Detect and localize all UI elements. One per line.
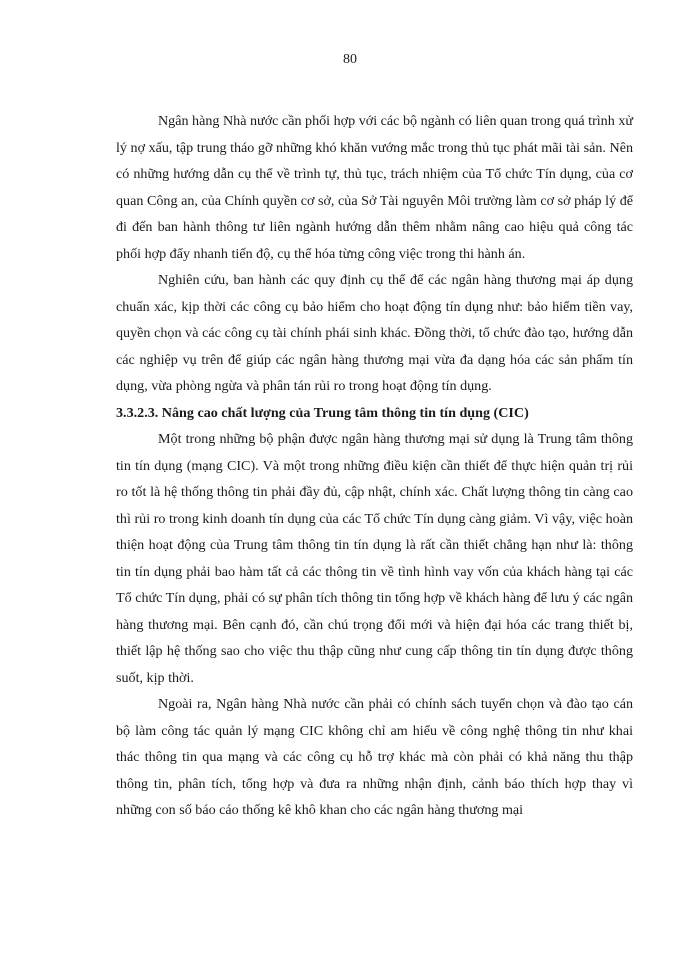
page-number: 80	[343, 52, 357, 67]
paragraph-cic-quality: Một trong những bộ phận được ngân hàng thương mại sử dụng là Trung tâm thông tin tín dụng (mạng CIC). Và một trong những điều kiện cần thiết để thực hiện quản trị rủi ro tốt là hệ thống thông tin phải đầy đủ, cập nhật, chính xác. Chất lượng thông tin càng cao thì rủi ro trong kinh doanh tín dụng của các Tổ chức Tín dụng càng giảm. Vì vậy, việc hoàn thiện hoạt động của Trung tâm thông tin tín dụng là rất cần thiết chẳng hạn như là: thông tin tín dụng phải bao hàm tất cả các thông tin về tình hình vay vốn của khách hàng tại các Tổ chức Tín dụng, phải có sự phân tích thông tin tổng hợp về khách hàng để lưu ý các ngân hàng thương mại. Bên cạnh đó, cần chú trọng đổi mới và hiện đại hóa các trang thiết bị, thiết lập hệ thống sao cho việc thu thập cũng như cung cấp thông tin tín dụng được thông suốt, kịp thời.	[116, 431, 633, 686]
paragraph-state-bank-coordination: Ngân hàng Nhà nước cần phối hợp với các bộ ngành có liên quan trong quá trình xử lý nợ xấu, tập trung tháo gỡ những khó khăn vướng mắc trong thủ tục phát mãi tài sản. Nên có những hướng dẫn cụ thể về trình tự, thủ tục, trách nhiệm của Tổ chức Tín dụng, của cơ quan Công an, của Chính quyền cơ sở, của Sở Tài nguyên Môi trường làm cơ sở pháp lý để đi đến ban hành thông tư liên ngành hướng dẫn thêm nhằm nâng cao hiệu quả công tác phối hợp đẩy nhanh tiến độ, cụ thể hóa từng công việc trong thi hành án.	[116, 113, 633, 262]
document-body	[116, 108, 633, 824]
paragraph-insurance-tools: Nghiên cứu, ban hành các quy định cụ thể để các ngân hàng thương mại áp dụng chuẩn xác, kịp thời các công cụ bảo hiểm cho hoạt động tín dụng như: bảo hiểm tiền vay, quyền chọn và các công cụ tài chính phái sinh khác. Đồng thời, tổ chức đào tạo, hướng dẫn các nghiệp vụ trên để giúp các ngân hàng thương mại vừa đa dạng hóa các sản phẩm tín dụng, vừa phòng ngừa và phân tán rủi ro trong hoạt động tín dụng.	[116, 272, 633, 394]
paragraph-cic-staff-training: Ngoài ra, Ngân hàng Nhà nước cần phải có chính sách tuyển chọn và đào tạo cán bộ làm công tác quản lý mạng CIC không chỉ am hiểu về công nghệ thông tin như khai thác thông tin qua mạng và các công cụ hỗ trợ khác mà còn phải có khả năng thu thập thông tin, phân tích, tổng hợp và đưa ra những nhận định, cảnh báo thích hợp thay vì những con số báo cáo thống kê khô khan cho các ngân hàng thương mại	[116, 696, 633, 818]
section-heading: 3.3.2.3. Nâng cao chất lượng của Trung tâm thông tin tín dụng (CIC)	[116, 404, 529, 421]
